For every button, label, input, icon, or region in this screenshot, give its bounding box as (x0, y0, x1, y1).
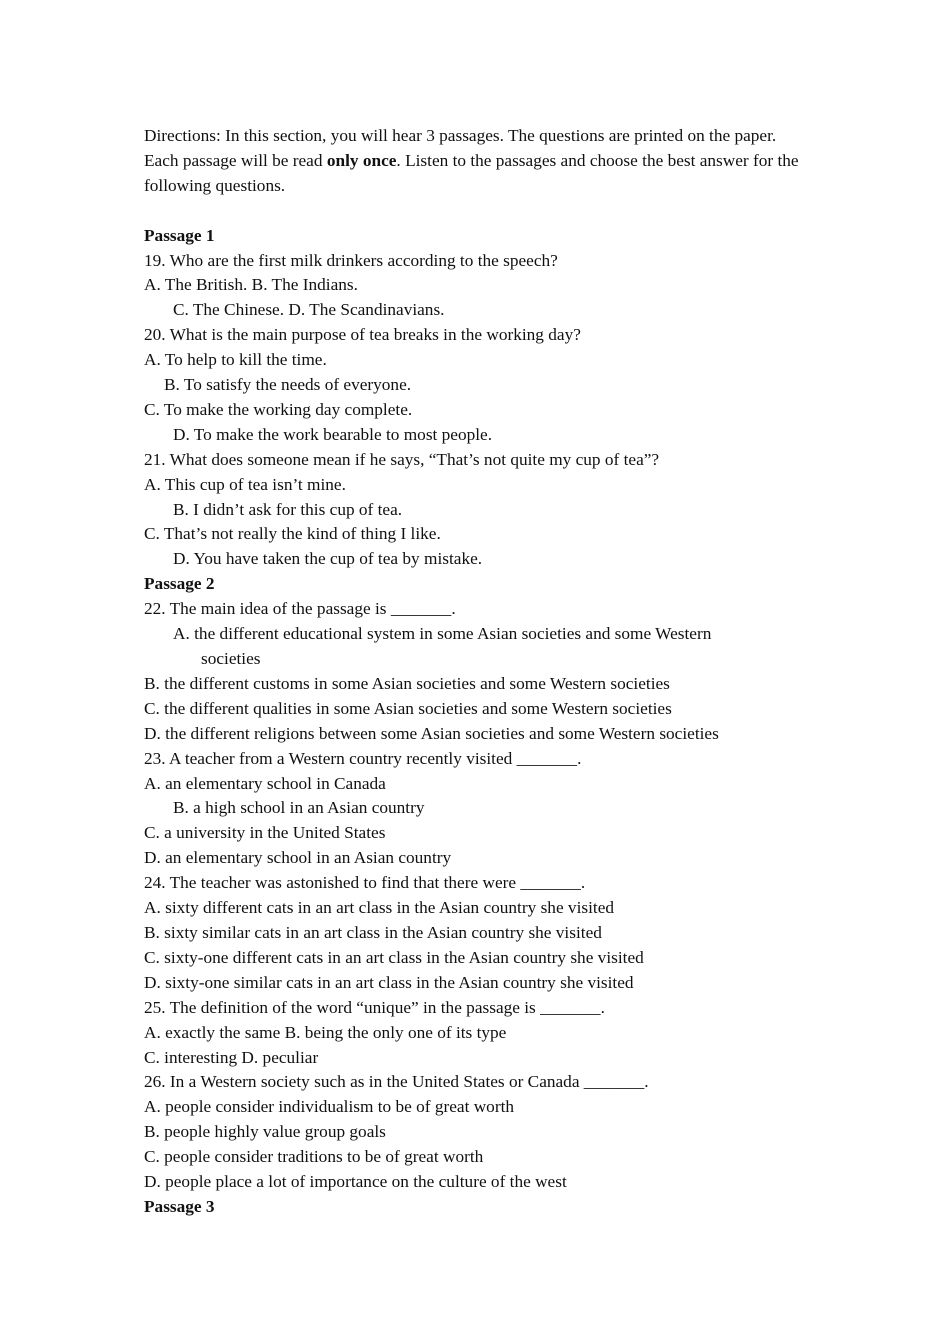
question-25-options-cd: C. interesting D. peculiar (144, 1047, 319, 1067)
question-24-option-c: C. sixty-one different cats in an art class in the Asian country she visited (144, 947, 644, 967)
directions-text: Directions: In this section, you will hear 3 passages. The questions are printed on the paper. Each passage will be read (144, 126, 777, 170)
question-20-option-b: B. To satisfy the needs of everyone. (164, 375, 412, 395)
directions-paragraph (144, 124, 804, 199)
question-26-option-a: A. people consider individualism to be of great worth (144, 1097, 515, 1117)
question-22-option-a-line2: societies (201, 649, 261, 669)
question-21-option-c: C. That’s not really the kind of thing I like. (144, 524, 441, 544)
question-26-option-b: B. people highly value group goals (144, 1122, 386, 1142)
question-24: 24. The teacher was astonished to find that there were _______. (144, 873, 586, 893)
directions-text-end: . Listen to the passages and choose the best answer for the following questions. (144, 150, 799, 195)
question-23: 23. A teacher from a Western country recently visited _______. (144, 748, 582, 768)
question-19-options-cd: C. The Chinese. D. The Scandinavians. (173, 300, 445, 320)
question-22-option-b: B. the different customs in some Asian societies and some Western societies (144, 673, 670, 693)
question-20-option-c: C. To make the working day complete. (144, 399, 413, 419)
question-20-option-a: A. To help to kill the time. (144, 350, 327, 370)
passage-3-heading: Passage 3 (144, 1196, 215, 1216)
question-19-options-ab: A. The British. B. The Indians. (144, 275, 358, 295)
question-24-option-b: B. sixty similar cats in an art class in the Asian country she visited (144, 922, 602, 942)
question-22-option-d: D. the different religions between some Asian societies and some Western societies (144, 723, 719, 743)
question-25: 25. The definition of the word “unique” in the passage is _______. (144, 997, 605, 1017)
question-21: 21. What does someone mean if he says, “That’s not quite my cup of tea”? (144, 449, 660, 469)
question-23-option-c: C. a university in the United States (144, 823, 386, 843)
question-20-option-d: D. To make the work bearable to most people. (173, 424, 493, 444)
passage-1-heading: Passage 1 (144, 225, 215, 245)
question-20: 20. What is the main purpose of tea breaks in the working day? (144, 325, 581, 345)
question-21-option-d: D. You have taken the cup of tea by mistake. (173, 549, 483, 569)
question-24-option-d: D. sixty-one similar cats in an art class in the Asian country she visited (144, 972, 634, 992)
question-26-option-d: D. people place a lot of importance on the culture of the west (144, 1172, 567, 1192)
question-21-option-b: B. I didn’t ask for this cup of tea. (173, 499, 403, 519)
directions-emphasis: only once (326, 150, 397, 170)
question-22-option-a-line1: A. the different educational system in some Asian societies and some Western (173, 624, 712, 644)
question-23-option-d: D. an elementary school in an Asian country (144, 848, 452, 868)
question-19: 19. Who are the first milk drinkers according to the speech? (144, 250, 558, 270)
question-22: 22. The main idea of the passage is _______. (144, 599, 456, 619)
worksheet-page (144, 124, 804, 1220)
question-26-option-c: C. people consider traditions to be of great worth (144, 1147, 484, 1167)
question-23-option-a: A. an elementary school in Canada (144, 773, 386, 793)
question-22-option-c: C. the different qualities in some Asian societies and some Western societies (144, 698, 672, 718)
question-21-option-a: A. This cup of tea isn’t mine. (144, 474, 346, 494)
passage-2-heading: Passage 2 (144, 574, 215, 594)
question-22-option-a (144, 622, 804, 672)
question-26: 26. In a Western society such as in the United States or Canada _______. (144, 1072, 649, 1092)
question-23-option-b: B. a high school in an Asian country (173, 798, 425, 818)
question-25-options-ab: A. exactly the same B. being the only one of its type (144, 1022, 507, 1042)
question-24-option-a: A. sixty different cats in an art class in the Asian country she visited (144, 898, 615, 918)
